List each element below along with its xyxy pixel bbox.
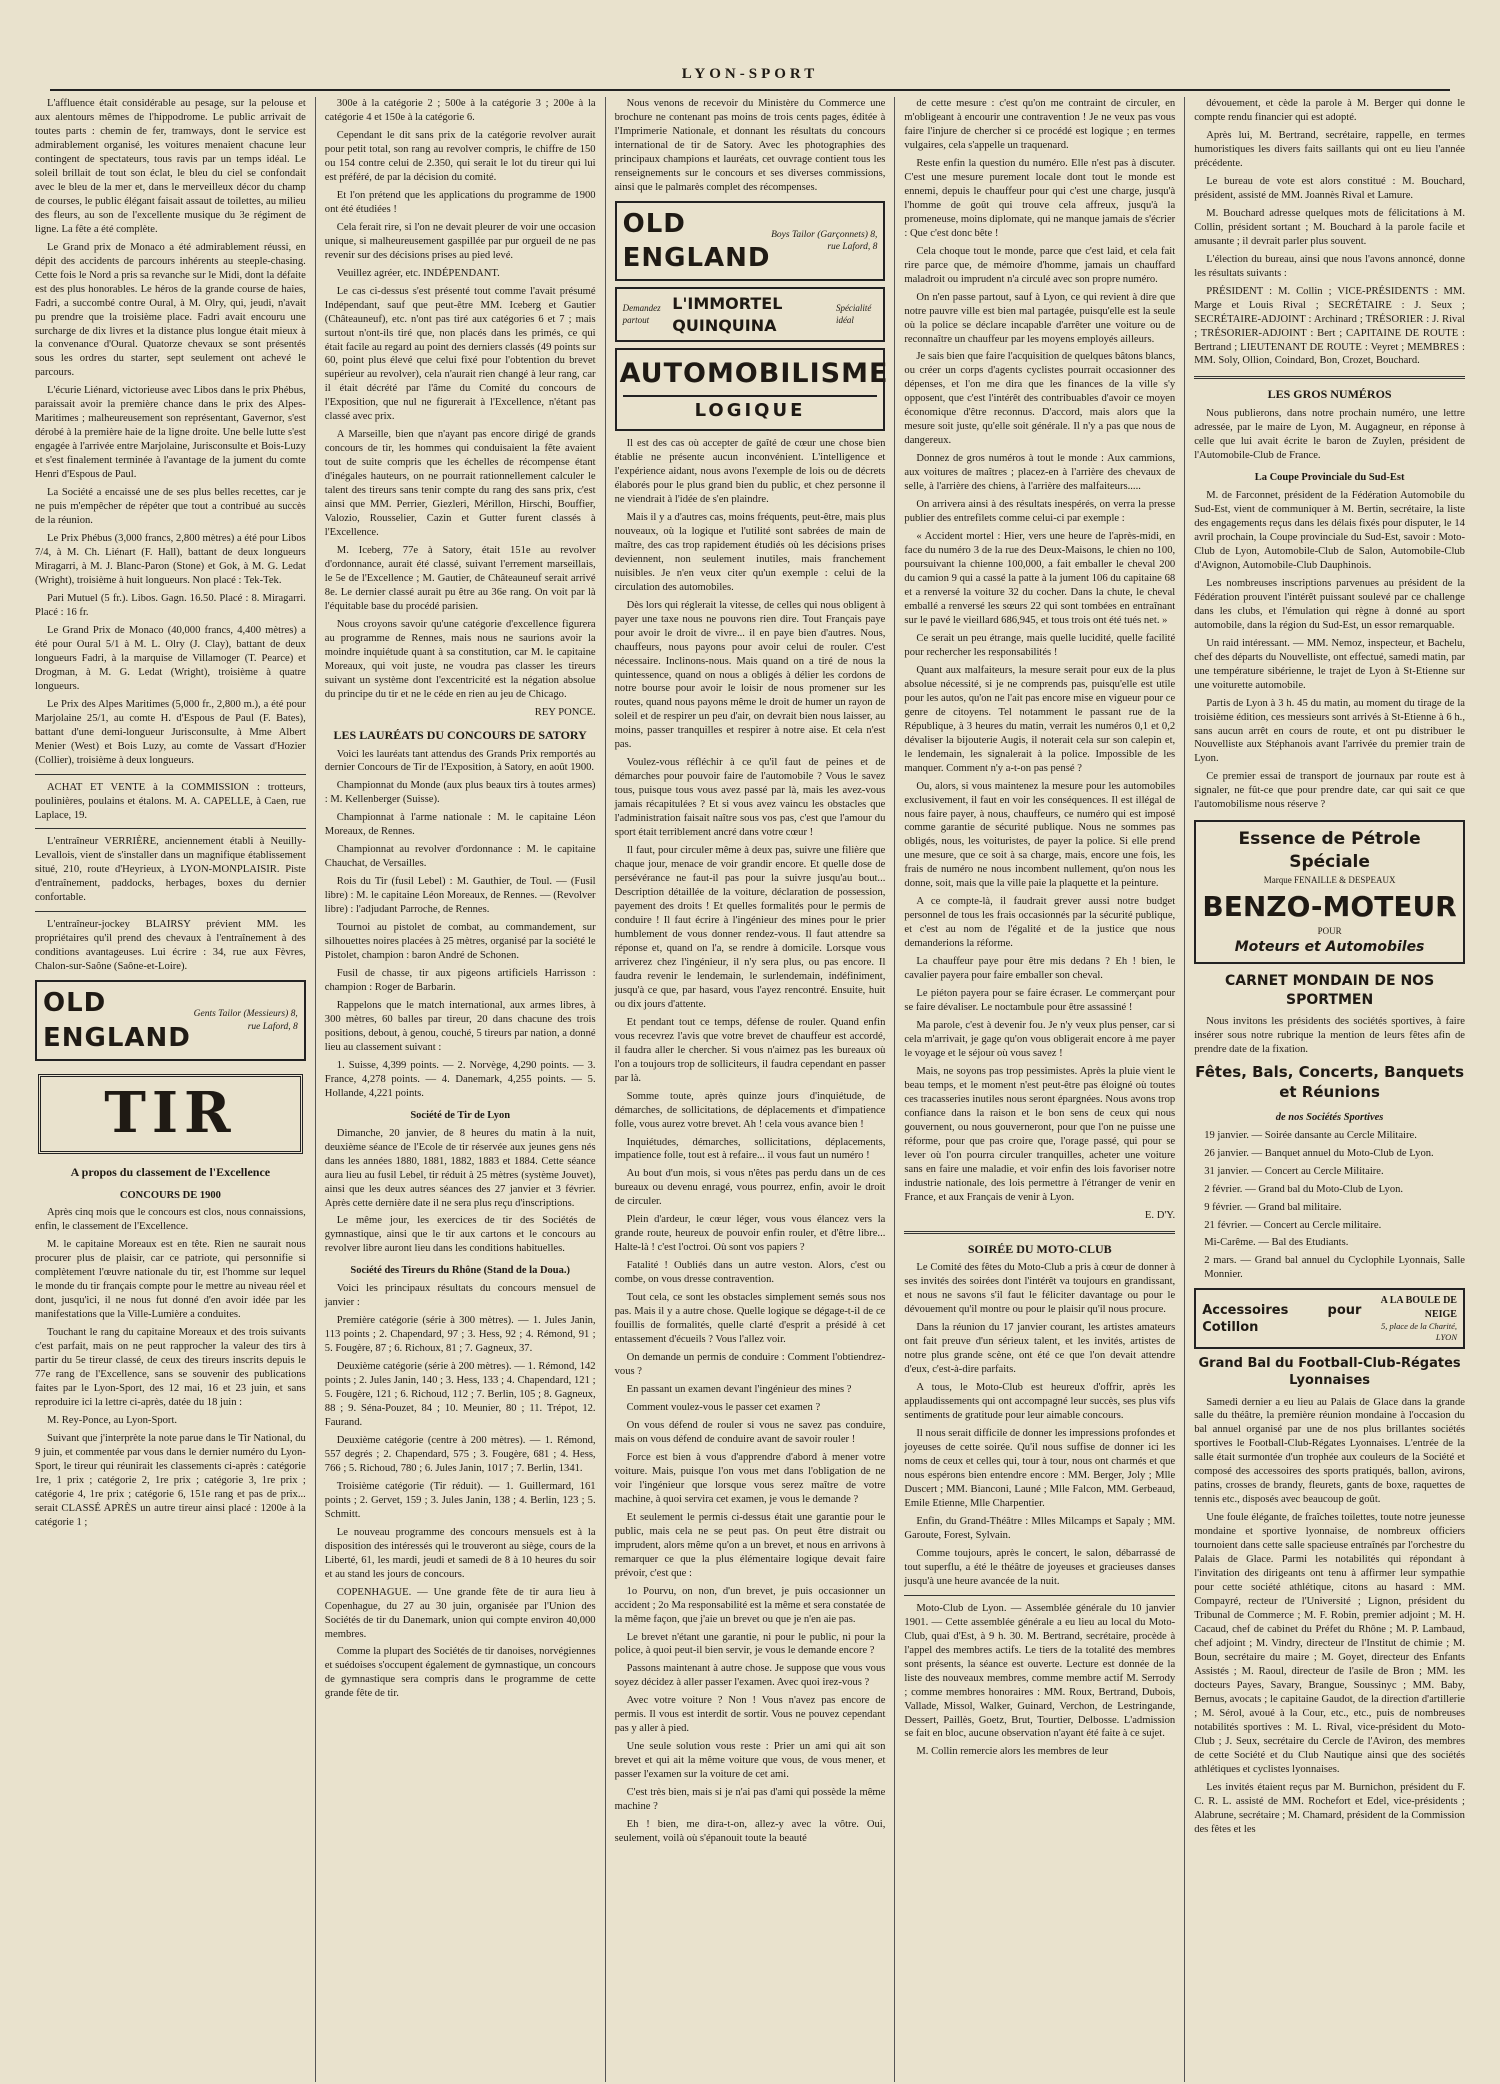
- paragraph: A Marseille, bien que n'ayant pas encore dirigé de grands concours de tir, les hommes qui conduisaient la fête avaient tout de suite compris que les échelles de récompense étant d'inégales hauteurs, on ne pourrait rationnellement calculer le talent des tireurs sans tenir compte du rang des sans prix, c'est ainsi que MM. Perrier, Giezleri, Mérillon, Hirschi, Bouffier, Valozio, Rousselier, Cazin et Gutter furent classés à l'Excellence.: [324, 429, 596, 539]
- paragraph: M. de Farconnet, président de la Fédération Automobile du Sud-Est, vient de communiquer à M. Bertin, secrétaire, la liste des engagements reçus dans les délais fixés pour disputer, le 14 avril prochain, la Coupe provinciale du Sud-Est, savoir : Moto-Club de Lyon, Automobile-Club de Salon, Automobile-Club d'Avignon, Automobile-Club Dauphinois.: [1194, 490, 1465, 571]
- event-item: 2 février. — Grand bal du Moto-Club de Lyon.: [1204, 1183, 1404, 1195]
- paragraph: Je sais bien que faire l'acquisition de quelques bâtons blancs, ou créer un corps d'agents cyclistes pourrait occasionner des dépenses, et l'on me dira que les finances de la ville s'y opposent, que c'est l'intérêt des contribuables d'avoir ce moyen économique d'être reconnus. D'accord, mais alors que la mesure soit juste, qu'elle soit générale. Il n'y a pas que nous de dangereux.: [904, 351, 1176, 447]
- paragraph: Veuillez agréer, etc. INDÉPENDANT.: [336, 267, 500, 279]
- paragraph: Un raid intéressant. — MM. Nemoz, inspecteur, et Bachelu, chef des départs du Nouvelliste, ont effectué, samedi matin, par une température sibérienne, le trajet de Lyon à St-Etienne sur une voiturette automobile.: [1194, 637, 1465, 691]
- paragraph: Samedi dernier a eu lieu au Palais de Glace dans la grande salle du théâtre, la première réunion mondaine à l'occasion du bal annuel organisé par une de nos plus brillantes sociétés sportives le Football-Club-Régates Lyonnaises. L'entrée de la salle était surmontée d'un trophée aux couleurs de la Société et composé des accessoires des sports pratiqués, ballon, avirons, patins, crosses de brandy, fleurets, gants de boxe, raquettes de tennis etc., disposés avec beaucoup de goût.: [1194, 1396, 1465, 1506]
- quinquina-ad: [615, 287, 886, 341]
- event-item: 21 février. — Concert au Cercle militaire.: [1204, 1219, 1382, 1231]
- paragraph: COPENHAGUE. — Une grande fête de tir aura lieu à Copenhague, du 27 au 30 juin, organisée par l'Union des Sociétés de tir du Danemark, union qui compte environ 40,000 membres.: [324, 1586, 596, 1640]
- paragraph: Comme la plupart des Sociétés de tir danoises, norvégiennes et suédoises s'occupent également de gymnastique, un concours de gymnastique sera compris dans le programme de cette grande fête de tir.: [324, 1646, 596, 1700]
- paragraph: En passant un examen devant l'ingénieur des mines ?: [626, 1384, 852, 1395]
- paragraph: M. Bouchard adresse quelques mots de félicitations à M. Collin, président sortant ; M. Bouchard à la parole facile et amusante ; il devrait parler plus souvent.: [1194, 207, 1465, 247]
- ad-address: 5, place de la Charité, LYON: [1380, 1320, 1457, 1342]
- paragraph: Nous publierons, dans notre prochain numéro, une lettre adressée, par le maire de Lyon, M. Augagneur, en réponse à celle que lui avait écrite le baron de Zuylen, président de l'Automobile-Club de France.: [1194, 408, 1465, 462]
- cotillon-ad: [1194, 1288, 1465, 1349]
- paragraph: On arrivera ainsi à des résultats inespérés, on verra la presse publier des entrefilets comme celui-ci par exemple :: [904, 499, 1176, 525]
- race-result: Le Prix des Alpes Maritimes (5,000 fr., 2,800 m.), a été pour Marjolaine 25/1, au comte H. d'Espous de Paul (F. Bates), battant d'une demi-longueur Jurisconsulte, à Mme Albert Menier (West) et Bois Luzy, au comte de Vassart d'Hozier (Collier), troisième à deux longueurs.: [35, 698, 306, 766]
- paragraph: M. Rey-Ponce, au Lyon-Sport.: [47, 1414, 178, 1426]
- paragraph: C'est très bien, mais si je n'ai pas d'ami qui possède la même machine ?: [614, 1787, 886, 1813]
- paragraph: Dès lors qui réglerait la vitesse, de celles qui nous obligent à payer une taxe nous ne pouvons rien dire. Tout Français paye pour avoir le droit de vivre... il en paye bien d'autres. Nous, chauffeurs, nous payons pour avoir celui de rouler. C'est nécessaire. Inclinons-nous. Mais quand on a tiré de nous la quintessence, quand on nous a obligés à délier les cordons de notre bourse pour avoir le loisir de nous promener sur les routes, quand nous payons même le droit de humer un rayon de soleil et de respirer un peu d'air, on devrait bien nous laisser, au moins, passer tranquilles et respirer à notre aise. Et cela n'est pas.: [614, 599, 886, 751]
- paragraph: Rois du Tir (fusil Lebel) : M. Gauthier, de Toul. — (Fusil libre) : M. le capitaine Léon Moreaux, de Rennes. — (Revolver libre) : l'adjudant Parroche, de Rennes.: [324, 876, 596, 916]
- classified-ad: L'entraîneur-jockey BLAIRSY prévient MM. les propriétaires qu'il prend des chevaux à l'entraînement à des conditions avantageuses. Lui écrire : 34, rue aux Fèvres, Chalon-sur-Saône (Saône-et-Loire).: [35, 919, 306, 973]
- paragraph: « Accident mortel : Hier, vers une heure de l'après-midi, en face du numéro 3 de la rue des Deux-Maisons, le chien no 100, poursuivant la chienne 100,000, a fait emballer le cheval 200 du camion 9 qui a cassé la patte à la jument 106 du capitaine 68 et a renversé la voiture 32 du cocher. Dans la chute, le cheval emballé a renversé les sœurs 22 qui sont tombées en entraînant sur le pavé le vieillard 686,945, et tous trois ont été tués net. »: [904, 531, 1176, 626]
- paragraph: Et l'on prétend que les applications du programme de 1900 ont été étudiées !: [324, 189, 596, 215]
- paragraph: A tous, le Moto-Club est heureux d'offrir, après les applaudissements qui ont accompagné leur succès, ses plus vifs sentiments de gratitude pour leur aimable concours.: [904, 1382, 1176, 1422]
- ad-line: Accessoires pour Cotillon: [1202, 1302, 1362, 1335]
- article-heading: LES GROS NUMÉROS: [1267, 387, 1392, 402]
- paragraph: 300e à la catégorie 2 ; 500e à la catégorie 3 ; 200e à la catégorie 4 et 150e à la catégorie 6.: [324, 98, 596, 123]
- paragraph: M. Iceberg, 77e à Satory, était 151e au revolver d'ordonnance, aurait été classé, suivant l'errement marseillais, le 5e de l'Excellence ; M. Gautier, de Châteauneuf serait arrivé 8e. Le dernier classé aurait pu être au 36e rang. On voit par là l'équitable base du procédé parisien.: [324, 545, 596, 612]
- paragraph: Après cinq mois que le concours est clos, nous connaissions, enfin, le classement de l'Excellence.: [35, 1207, 306, 1233]
- paragraph: PRÉSIDENT : M. Collin ; VICE-PRÉSIDENTS : MM. Marge et Louis Rival ; SECRÉTAIRE : J. Seux ; SECRÉTAIRE-ADJOINT : Archinard ; TRÉSORIER : J. Rival ; TRÉSORIER-ADJOINT : Bert ; CAPITAINE DE ROUTE : Bertrand ; LIEUTENANT DE ROUTE : Veyret ; MEMBRES : MM. Soly, Ollion, Coindard, Bon, Crozet, Bouchard.: [1194, 285, 1465, 367]
- paragraph: On demande un permis de conduire : Comment l'obtiendrez-vous ?: [614, 1352, 886, 1378]
- paragraph: Il nous serait difficile de donner les impressions profondes et joyeuses de cette soirée. Qu'il nous suffise de donner ici les noms de ceux et celles qui, tour à tour, nous ont charmés et que nous espérons bien entendre encore : MM. Berger, Joly ; Mlle Duscert ; MM. Bianconi, Launé ; Mlle Falcon, MM. Gerbeaud, Emile Etienne, Mlle Charpentier.: [904, 1428, 1176, 1509]
- paragraph: L'élection du bureau, ainsi que nous l'avons annoncé, donne les résultats suivants :: [1194, 253, 1465, 279]
- article-heading-logique: LOGIQUE: [623, 395, 878, 423]
- paragraph: Rappelons que le match international, aux armes libres, à 300 mètres, 60 balles par tireur, 20 dans chacune des trois positions, debout, à genou, couché, 5 tireurs par nation, a donné lieu au classement suivant :: [324, 1000, 596, 1053]
- paragraph: Championnat à l'arme nationale : M. le capitaine Léon Moreaux, de Rennes.: [324, 812, 596, 838]
- paragraph: Le piéton payera pour se faire écraser. Le commerçant pour se faire dévaliser. Le noctambule pour être assassiné !: [904, 988, 1176, 1014]
- paragraph: Comme toujours, après le concert, le salon, débarrassé de tout superflu, a été le théâtre de joyeuses et gracieuses danses jusqu'à une heure avancée de la nuit.: [904, 1547, 1176, 1587]
- column-2: [316, 97, 606, 2082]
- paragraph: M. le capitaine Moreaux est en tête. Rien ne saurait nous procurer plus de plaisir, car ce patriote, qui personnifie si complètement l'œuvre nationale du tir, est l'homme sur lequel le monde du tir français compte pour le mettre au niveau réel et dont, jusqu'ici, il ne nous fut donné d'en avoir idée par les manifestations que la Ville-Lumière a conduites.: [35, 1239, 306, 1321]
- paragraph: Les nombreuses inscriptions parvenues au président de la Fédération prouvent l'intérêt puissant soulevé par ce challenge dans les clubs, et l'émulation qui règne à donné au sport automobile, dans la région du Sud-Est, un essor remarquable.: [1194, 577, 1465, 631]
- paragraph: Il est des cas où accepter de gaîté de cœur une chose bien établie ne présente aucun inconvénient. L'intelligence et l'expérience aidant, nous avons l'exemple de lois ou de décrets élaborés pour le plus grand bien du public, et chez personne il ne viendrait à l'idée de s'en plaindre.: [614, 438, 886, 505]
- paragraph: Au bout d'un mois, si vous n'êtes pas perdu dans un de ces bureaux ou devenu enragé, vous pourrez, enfin, avoir le droit de circuler.: [614, 1168, 886, 1208]
- paragraph: Ma parole, c'est à devenir fou. Je n'y veux plus penser, car si cela m'arrivait, je gage qu'on vous obligerait encore à me payer le voyage et le séjour où vous savez !: [904, 1020, 1176, 1059]
- article-heading: Société des Tireurs du Rhône (Stand de la Doua.): [350, 1265, 571, 1277]
- benzo-moteur-ad: [1194, 820, 1465, 964]
- paragraph: Inquiétudes, démarches, sollicitations, déplacements, impatience folle, tout est à refaire... il vous faut un numéro !: [614, 1136, 886, 1162]
- event-item: 31 janvier. — Concert au Cercle Militaire.: [1204, 1165, 1384, 1177]
- paragraph: La chauffeur paye pour être mis dedans ? Eh ! bien, le cavalier payera pour faire emballer son cheval.: [904, 956, 1176, 982]
- event-item: 9 février. — Grand bal militaire.: [1204, 1201, 1342, 1213]
- article-heading: Grand Bal du Football-Club-Régates Lyonnaises: [1198, 1356, 1461, 1389]
- paragraph: M. Collin remercie alors les membres de leur: [916, 1746, 1109, 1758]
- classified-ad: L'entraîneur VERRIÈRE, anciennement établi à Neuilly-Levallois, vient de s'installer dans un magnifique établissement situé, 210, route d'Heyrieux, à LYON-MONPLAISIR. Piste d'entraînement, paddocks, herbages, boxes du dernier confortable.: [35, 836, 306, 904]
- paragraph: Deuxième catégorie (centre à 200 mètres). — 1. Rémond, 557 degrés ; 2. Chapendard, 575 ; 3. Fougère, 681 ; 4. Hess, 766 ; 5. Richoud, 780 ; 6. Jules Janin, 1017 ; 7. Berlin, 1341.: [324, 1434, 596, 1474]
- paragraph: Fusil de chasse, tir aux pigeons artificiels Harrisson : champion : Roger de Barbarin.: [324, 968, 596, 994]
- paragraph: Après lui, M. Bertrand, secrétaire, rappelle, en termes humoristiques les divers faits saillants qui ont eu lieu l'année précédente.: [1194, 129, 1465, 169]
- signature: E. D'Y.: [1144, 1209, 1176, 1221]
- automobilisme-banner: [615, 348, 889, 431]
- paragraph: Cela ferait rire, si l'on ne devait pleurer de voir une occasion unique, si malheureusement gaspillée par pur orgueil de ne pas revenir sur des décisions prises au pied levé.: [324, 221, 596, 261]
- divider: [904, 1595, 1175, 1596]
- paragraph: Avec votre voiture ? Non ! Vous n'avez pas encore de permis. Il vous est interdit de sortir. Vous ne pouvez cependant pas y aller à pied.: [614, 1695, 886, 1735]
- paragraph: Dans la réunion du 17 janvier courant, les artistes amateurs ont fait preuve d'un sérieux talent, et les invités, artistes de notre plus grande scène, ont été ce que l'on devait attendre d'eux, c'est-à-dire parfaits.: [904, 1322, 1176, 1376]
- paragraph: Fatalité ! Oubliés dans un autre veston. Alors, c'est ou combe, on vous dresse contravention.: [614, 1260, 886, 1286]
- paragraph: Cependant le dit sans prix de la catégorie revolver aurait pour petit total, son rang au revolver compris, le chiffre de 150 ou 154 contre celui de 2.350, qui serait le lot du tireur qui lui est préféré, de par la décision du comité.: [324, 129, 596, 183]
- paragraph: Voici les lauréats tant attendus des Grands Prix remportés au dernier Concours de Tir de l'Exposition, à Satory, en août 1900.: [324, 748, 596, 774]
- paragraph: Le nouveau programme des concours mensuels est à la disposition des intéressés qui le trouveront au siège, cours de la Liberté, 61, les mardi, jeudi et samedi de 8 à 10 heures du soir et au stand les jours de concours.: [324, 1526, 596, 1580]
- paragraph: Nous croyons savoir qu'une catégorie d'excellence figurera au programme de Rennes, mais nous ne saurions avoir la moindre inquiétude quant à sa constitution, car M. le capitaine Moreaux, qui voit juste, ne voudra pas classer les tireurs suivant un système dont l'excentricité est la négation absolue du principe du tir et ne le céde en rien au jeu de Chicago.: [324, 618, 596, 700]
- old-england-ad: [35, 980, 306, 1061]
- paragraph: Ou, alors, si vous maintenez la mesure pour les automobiles exclusivement, il faut en voir les conséquences. Il est illégal de nous faire payer, à nous, chauffeurs, ce numéro qui est imposé comme garantie de sécurité publique. Nous ne sommes pas obligés, nous, les voituristes, de payer la police. Si elle prend une mesure, que ce soit à sa charge, mais, encore une fois, les frais de numéro ne nous incombent nullement, qu'on nous les donne, soit, mais que la ville paie la plaquette et la peinture.: [904, 780, 1176, 890]
- signature: REY PONCE.: [534, 706, 596, 718]
- ad-brand: BENZO-MOTEUR: [1202, 890, 1457, 924]
- section-title-carnet: CARNET MONDAIN DE NOS SPORTMEN: [1225, 973, 1435, 1008]
- event-item: 26 janvier. — Banquet annuel du Moto-Club de Lyon.: [1204, 1147, 1434, 1159]
- paragraph: Dimanche, 20 janvier, de 8 heures du matin à la nuit, deuxième séance de l'Ecole de tir réservée aux jeunes gens nés dans les années 1880, 1881, 1882, 1883 et 1884. Cette séance aura lieu au fusil Lebel, tir réduit à 25 mètres (système Jouvet), ainsi que les deux autres séances des 27 janvier et 3 février. Après cette dernière date il ne sera plus reçu d'inscriptions.: [324, 1127, 596, 1209]
- divider: [904, 1231, 1175, 1234]
- paragraph: de cette mesure : c'est qu'on me contraint de circuler, en m'obligeant à encourir une contravention ! Je ne veux pas vous faire l'injure de chercher si ce procédé est logique ; en termes vulgaires, cela s'appelle un traquenard.: [904, 98, 1176, 151]
- ad-brand: A LA BOULE DE NEIGE: [1380, 1295, 1457, 1320]
- article-heading: SOIRÉE DU MOTO-CLUB: [967, 1241, 1112, 1256]
- paragraph: Les invités étaient reçus par M. Burnichon, président du F. C. R. L. assisté de MM. Rochefort et Edel, vice-présidents ; Alabrune, secrétaire ; M. Chamard, président de la Commission des fêtes et les: [1194, 1781, 1465, 1835]
- paragraph: Partis de Lyon à 3 h. 45 du matin, au moment du tirage de la troisième édition, ces messieurs sont arrivés à St-Etienne à 6 h., sans aucun arrêt en cours de route, et ont pu distribuer le Nouvelliste aux Stéphanois avant l'arrivée du premier train de Lyon.: [1194, 697, 1465, 765]
- paragraph: Troisième catégorie (Tir réduit). — 1. Guillermard, 161 points ; 2. Gervet, 159 ; 3. Jules Janin, 138 ; 4. Berlin, 123 ; 5. Schmitt.: [324, 1480, 596, 1520]
- paragraph: dévouement, et cède la parole à M. Berger qui donne le compte rendu financier qui est adopté.: [1194, 98, 1465, 123]
- article-subheading: CONCOURS DE 1900: [119, 1189, 221, 1201]
- ad-brand: OLD ENGLAND: [43, 988, 191, 1053]
- paragraph: Passons maintenant à autre chose. Je suppose que vous vous soyez décidez à aller passer l'examen. Avec quoi irez-vous ?: [614, 1663, 886, 1689]
- paragraph: Et seulement le permis ci-dessus était une garantie pour le public, mais cela ne se peut pas. On peut être distrait ou imprudent, alors même qu'on a un brevet, et nous en arrivons à remarquer ce que la plus élémentaire logique devait faire prévoir, c'est que :: [614, 1511, 886, 1579]
- paragraph: Deuxième catégorie (série à 200 mètres). — 1. Rémond, 142 points ; 2. Jules Janin, 140 ; 3. Hess, 133 ; 4. Chapendard, 121 ; 5. Fougère, 121 ; 6. Richoud, 112 ; 7. Berlin, 105 ; 8. Gagneux, 88 ; 9. Séna-Pouzet, 84 ; 10. Meunier, 80 ; 11. Trépot, 12. Faurand.: [324, 1361, 596, 1428]
- article-heading: Société de Tir de Lyon: [410, 1109, 511, 1121]
- paragraph: Donnez de gros numéros à tout le monde : Aux cammions, aux voitures de maîtres ; placez-en à l'arrière des chevaux de selle, à l'arrière des chiens, à l'arrière des malfaiteurs.....: [904, 453, 1176, 493]
- race-result: Le Prix Phébus (3,000 francs, 2,800 mètres) a été pour Libos 7/4, à M. Ch. Liénart (F. Hall), battant de deux longueurs Miragarri, à M. J. Blanc-Paron (Stone) et Gok, à M. G. Ledat (Wright), troisième à huit longueurs. Non placé : Tek-Tek.: [35, 533, 306, 586]
- ad-line: Essence de Pétrole Spéciale: [1238, 829, 1421, 872]
- paragraph: Tout cela, ce sont les obstacles simplement semés sous nos pas. Mais il y a autre chose. Quelle logique se dégage-t-il de ce fouillis de formalités, quelle clarté d'esprit a présidé à cet entassement d'écueils ? Vous l'allez voir.: [614, 1292, 886, 1346]
- paragraph: Voulez-vous réfléchir à ce qu'il faut de peines et de démarches pour pouvoir faire de l'automobile ? Vous le savez tous, puisque tous vous avez passé par là, mais les avez-vous jamais récapitulées ? Et si vous avez vaincu les obstacles que l'administration faisait naître sous vos pas, c'est que l'amour du sport était terriblement ancré dans votre cœur !: [614, 757, 886, 839]
- divider: [35, 828, 306, 829]
- columns: [26, 97, 1474, 2082]
- paragraph: A ce compte-là, il faudrait grever aussi notre budget personnel de tous les frais occasionnés par la sécurité publique, et c'est au nom de l'égalité et de la justice que nous demanderions la réforme.: [904, 896, 1176, 950]
- ad-tagline: Spécialité idéal: [835, 302, 872, 325]
- paragraph: Le Comité des fêtes du Moto-Club a pris à cœur de donner à ses invités des soirées dont l'intérêt va toujours en grandissant, et nous ne savons s'il faut le féliciter davantage ou pour le dévouement qu'il montre ou pour le plaisir qu'il nous procure.: [904, 1262, 1176, 1316]
- masthead: LYON-SPORT: [50, 20, 1450, 91]
- paragraph: Somme toute, après quinze jours d'inquiétude, de démarches, de sollicitations, de déplacements et d'impatience folle, vous aurez votre brevet. Ah ! cela vous avance bien !: [614, 1090, 886, 1130]
- ad-brand: L'IMMORTEL QUINQUINA: [672, 294, 783, 335]
- event-item: Mi-Carême. — Bal des Etudiants.: [1204, 1237, 1349, 1249]
- paragraph: Mais il y a d'autres cas, moins fréquents, peut-être, mais plus nouveaux, où la logique et l'utilité sont sabrées de main de maître, des cas trop rapidement étudiés où les décisions prises deviennent, non seulement inutiles, mais franchement nuisibles. Je n'en veux citer qu'un exemple : celui de la circulation des automobiles.: [614, 511, 886, 593]
- old-england-ad: [615, 201, 886, 282]
- paragraph: On vous défend de rouler si vous ne savez pas conduire, mais on vous défend de conduire avant de savoir rouler !: [614, 1419, 886, 1445]
- paragraph: Comment voulez-vous le passer cet examen ?: [626, 1401, 821, 1413]
- section-title-tir: TIR: [35, 1071, 306, 1157]
- event-item: 2 mars. — Grand bal annuel du Cyclophile Lyonnais, Salle Monnier.: [1204, 1255, 1465, 1281]
- ad-line: POUR: [1317, 926, 1342, 937]
- article-heading: La Coupe Provinciale du Sud-Est: [1254, 472, 1405, 484]
- paragraph: Reste enfin la question du numéro. Elle n'est pas à discuter. C'est une mesure purement locale dont tout le monde est ennemi, depuis le chauffeur pour qui c'est une charge, jusqu'à l'homme de goût qui trouve cela affreux, jusqu'à la promeneuse, moins diplomate, qui ne manque jamais de s'écrier : Que c'est donc bête !: [904, 157, 1176, 239]
- column-1: [26, 97, 316, 2082]
- paragraph: Moto-Club de Lyon. — Assemblée générale du 10 janvier 1901. — Cette assemblée générale a eu lieu au local du Moto-Club, quai d'Est, à 9 h. 30. M. Bertrand, secrétaire, procède à l'appel des membres actifs. Le tiers de la totalité des membres sont présents, la séance est ouverte. Lecture est donnée de la liste des nouveaux membres, comme membre actif M. Serrody ; comme membres honoraires : MM. Roux, Bertrand, Dubois, Vallade, Missol, Walker, Guinard, Verchon, de Lestringande, Dessert, Paillès, Goetz, Brut, Tourtier, Delbosse. L'admission se fait en bloc, aucune observation n'ayant été faite à ce sujet.: [904, 1602, 1176, 1740]
- article-heading: LES LAURÉATS DU CONCOURS DE SATORY: [333, 727, 587, 742]
- paragraph: Le brevet n'étant une garantie, ni pour le public, ni pour la police, à quoi peut-il bien servir, je vous le demande encore ?: [614, 1631, 886, 1657]
- article-subheading: de nos Sociétés Sportives: [1275, 1111, 1384, 1123]
- ad-brand: OLD ENGLAND: [622, 208, 771, 274]
- event-item: 19 janvier. — Soirée dansante au Cercle Militaire.: [1204, 1129, 1417, 1141]
- paragraph: Enfin, du Grand-Théâtre : Mlles Milcamps et Sapaly ; MM. Garoute, Forest, Sylvain.: [904, 1515, 1176, 1541]
- paragraph: Une foule élégante, de fraîches toilettes, toute notre jeunesse mondaine et sportive lyonnaise, de nombreux officiers tournoient dans cette salle spacieuse entraînés par l'orchestre du Palais de Glace. Parmi les notabilités qui répondant à l'invitation des dirigeants ont tenu à affirmer leur sympathie pour cette société athlétique, citons au hasard : MM. Compayré, recteur de l'Université ; Lignon, président du Tribunal de Commerce ; M. F. Robin, premier adjoint ; M. H. Cacaud, chef de cabinet du Préfet du Rhône ; M. P. Lambaud, chef adjoint ; M. Vindry, directeur de l'Institut de chimie ; M. Boun, secrétaire du maire ; M. Goyet, directeur des Enfants Assistés ; M. Raoul, directeur de l'asile de Bron ; MM. les docteurs Payes, Savary, Brangue, Soussinyc ; MM. Baby, Bernus, avocats ; le capitaine Gaudot, de la direction d'artillerie ; M. Sérol, avoué à la Cour, etc., etc., puis de nombreuses notabilités sportives : M. L. Rival, vice-président du Moto-Club ; J. Seux, secrétaire du Cercle de l'Aviron, des membres de cette Société et du Club Nautique ainsi que des sociétés athlétiques et cyclistes lyonnaises.: [1194, 1512, 1465, 1775]
- ad-line: Marque FENAILLE & DESPEAUX: [1263, 875, 1396, 886]
- column-4: [895, 97, 1185, 2082]
- paragraph: Championnat au revolver d'ordonnance : M. le capitaine Chauchat, de Versailles.: [324, 844, 596, 870]
- paragraph: Plein d'ardeur, le cœur léger, vous vous élancez vers la grande route, heureux de pouvoir enfin rouler, et d'être libre... Halte-là ! c'est l'octroi. Où sont vos papiers ?: [614, 1214, 886, 1254]
- race-result: Le Grand Prix de Monaco (40,000 francs, 4,400 mètres) a été pour Oural 5/1 à M. L. Olry (J. Clay), battant de deux longueurs Fadri, à la marquise de Villamoger (T. Pearce) et Drogman, à M. G. Ledat (Wright), troisième à quatre longueurs.: [35, 624, 306, 692]
- divider: [35, 774, 306, 775]
- divider: [35, 911, 306, 912]
- paragraph: Cela choque tout le monde, parce que c'est laid, et cela fait rire parce que, de mémoire d'homme, jamais un chauffard maladroit ou imprudent n'a circulé avec son propre numéro.: [904, 245, 1176, 285]
- paragraph: Mais, ne soyons pas trop pessimistes. Après la pluie vient le beau temps, et le moment n'est peut-être pas éloigné où toutes ces tracasseries inutiles nous seront épargnées. Nous avons trop confiance dans la raison et le bon sens de ceux qui nous gouvernent, ou nous gouverneront, pour que l'on ne puisse une réforme, pour que pas croire que, l'orage passé, qui pour se lever où l'on pourra circuler tranquilles, acheter une voiture sans en faire une maladie, et voir enfin des lois favoriser notre industrie nationale, des lois permettre à l'étranger de venir en France, et aux Français de venir à Lyon.: [904, 1065, 1176, 1203]
- paragraph: 1o Pourvu, on non, d'un brevet, je puis occasionner un accident ; 2o Ma responsabilité est la même et sera constatée de la même façon, que j'aie un brevet ou que je n'en aie pas.: [614, 1585, 886, 1625]
- paragraph: On n'en passe partout, sauf à Lyon, ce qui revient à dire que notre pauvre ville est bien mal partagée, puisqu'elle est la seule où la police se déclare incapable d'arrêter une voiture ou de reconnaître un chauffeur par les moyens employés ailleurs.: [904, 291, 1176, 345]
- paragraph: Première catégorie (série à 300 mètres). — 1. Jules Janin, 113 points ; 2. Chapendard, 97 ; 3. Hess, 92 ; 4. Rémond, 91 ; 5. Fougère, 87 ; 6. Richoux, 81 ; 7. Gagneux, 37.: [324, 1315, 596, 1355]
- paragraph: Le même jour, les exercices de tir des Sociétés de gymnastique, ainsi que le tir aux cartons et le concours au revolver libre auront lieu dans les conditions habituelles.: [324, 1215, 596, 1255]
- article-heading: A propos du classement de l'Excellence: [70, 1164, 271, 1179]
- paragraph: Ce serait un peu étrange, mais quelle lucidité, quelle facilité pour rechercher les responsabilités !: [904, 632, 1176, 658]
- section-title-automobilisme: AUTOMOBILISME: [619, 357, 889, 389]
- paragraph: Championnat du Monde (aux plus beaux tirs à toutes armes) : M. Kellenberger (Suisse).: [324, 780, 596, 806]
- article-heading: Fêtes, Bals, Concerts, Banquets et Réunions: [1195, 1063, 1465, 1101]
- paragraph: 1. Suisse, 4,399 points. — 2. Norvège, 4,290 points. — 3. France, 4,278 points. — 4. Danemark, 4,255 points. — 5. Hollande, 4,221 points.: [324, 1059, 596, 1099]
- paragraph: L'écurie Liénard, victorieuse avec Libos dans le prix Phébus, paraissait avoir la première chance dans le prix des Alpes-Maritimes ; malheureusement son représentant, Gavernor, s'est dérobé à la première haie de la ligne droite. Une belle lutte s'est engagée à l'arrivée entre Marjolaine, Jurisconsulte et Bois-Luzy et s'est finalement terminée à l'avantage de la jument du comte Henri d'Espous de Paul.: [35, 385, 306, 481]
- paragraph: Le Grand prix de Monaco a été admirablement réussi, en dépit des accidents de parcours inhérents au steeple-chasing. Cette fois le Nord a pris sa revanche sur le Midi, dont la défaite est des plus honorables. Le héros de la grande course de haies, Fadri, a succombé contre Oural, à M. Olry, qui, jeudi, n'avait pu prendre que la troisième place. Fadri avait encouru une surcharge de dix livres et la distance plus longue était mieux à la convenance d'Oural. Quatorze chevaux se sont présentés sous les ordres du starter, sept seulement ont achevé le parcours.: [35, 241, 306, 379]
- paragraph: Tournoi au pistolet de combat, au commandement, sur silhouettes noires placées à 25 mètres, organisé par la société le Pistolet, champion : baron André de Schonen.: [324, 922, 596, 962]
- column-3: [606, 97, 896, 2082]
- ad-subtitle: Boys Tailor (Garçonnets) 8, rue Laford, 8: [771, 229, 878, 253]
- paragraph: Touchant le rang du capitaine Moreaux et des trois suivants c'est parfait, mais on ne peut rapprocher la valeur des tirs à partir du 5e tireur classé, de ceux des tireurs inscrits depuis le 77e rang de l'Excellence, sans se souvenir des publications faites par le Lyon-Sport, des 12 mai, 16 et 23 juin, et sans reproduire ici la lettre ci-après, datée du 18 juin :: [35, 1327, 306, 1408]
- paragraph: Voici les principaux résultats du concours mensuel de janvier :: [324, 1283, 596, 1309]
- paragraph: Une seule solution vous reste : Prier un ami qui ait son brevet et qui ait la même voiture que vous, de vous mener, et passer l'examen sur la voiture de cet ami.: [614, 1741, 886, 1781]
- race-result: Pari Mutuel (5 fr.). Libos. Gagn. 16.50. Placé : 8. Miragarri. Placé : 16 fr.: [35, 592, 306, 618]
- paragraph: Suivant que j'interprète la note parue dans le Tir National, du 9 juin, et commentée par vous dans le dernier numéro du Lyon-Sport, le tireur qui réunirait les classements ci-après : catégorie 1re, 1 prix ; catégorie 2, 1re prix ; catégorie 3, 1re prix ; catégorie 4, 1re prix ; catégorie 6, 151e rang et pas de prix... serait CLASSÉ APRÈS un autre tireur ainsi placé : 1200e à la catégorie 1 ;: [35, 1432, 306, 1528]
- paragraph: Ce premier essai de transport de journaux par route est à signaler, ne fût-ce que pour prendre date, car qui sait ce que l'automobilisme nous réserve ?: [1194, 771, 1465, 811]
- paragraph: Le bureau de vote est alors constitué : M. Bouchard, président, assisté de MM. Joannès Rival et Lamure.: [1194, 175, 1465, 201]
- divider: [1194, 376, 1465, 379]
- paragraph: Eh ! bien, me dira-t-on, allez-y avec la vôtre. Oui, seulement, voilà où s'épanouit toute la beauté: [614, 1819, 886, 1845]
- paragraph: Quant aux malfaiteurs, la mesure serait pour eux de la plus absolue nécessité, si je ne comprends pas, puisqu'elle est utile pour les autos, qu'on ne l'ait pas encore mise en vigueur pour ce genre de citoyens. Tel notamment le passant rue de la République, à 3 heures du matin, verrait les numéros 0,1 et 0,2 dévaliser la bijouterie Augis, il noterait cela sur son calepin et, le lendemain, les signalerait à la police. Impossible de les manquer. Comment n'y a-t-on pas pensé ?: [904, 664, 1176, 774]
- paragraph: Nous venons de recevoir du Ministère du Commerce une brochure ne contenant pas moins de trois cents pages, éditée à l'Imprimerie Nationale, et donnant les résultats du concours international de tir de Satory. Avec les photographies des principaux champions et lauréats, cet ouvrage contient tous les renseignements sur le concours et ses diverses commissions, ainsi que le palmarès complet des récompenses.: [614, 98, 886, 193]
- column-5: [1185, 97, 1474, 2082]
- paragraph: Force est bien à vous d'apprendre d'abord à mener votre voiture. Mais, puisque l'on vous met dans l'obligation de ne voir l'ingénieur que lorsque vous serez maître de votre machine, à quoi servira cet examen, je vous le demande ?: [614, 1451, 886, 1505]
- ad-subtitle: Gents Tailor (Messieurs) 8, rue Laford, 8: [193, 1008, 298, 1032]
- paragraph: La Société a encaissé une de ses plus belles recettes, car je ne puis m'empêcher de répéter que tout a contribué au succès de la réunion.: [35, 487, 306, 527]
- paragraph: L'affluence était considérable au pesage, sur la pelouse et aux alentours mêmes de l'hippodrome. Le public arrivait de toutes parts : chemin de fer, tramways, dont le service est admirablement organisé, les voitures menaient chacune leur contingent de spectateurs, tous ravis par un temps idéal. Le soleil brillait de tout son éclat, le bleu du ciel se confondait avec le bleu de la mer et, dans le merveilleux décor du champ de courses, le public élégant faisait assaut de toilettes, au milieu des fleurs, au son de l'excellente musique du 3e régiment de ligne. La fête a été complète.: [35, 98, 306, 235]
- paragraph: Il faut, pour circuler même à deux pas, suivre une filière que chaque jour, menace de voir grandir encore. Et quelle dose de persévérance ne faut-il pas pour la suivre jusqu'au bout... Description détaillée de la voiture, déclaration de possession, payement des droits ! Et quelles formalités pour le permis de conduire ! Il faut écrire à l'ingénieur des mines pour le prier humblement de vous donner rendez-vous. Il faut attendre sa réponse et, quand on l'a, se rendre à domicile. Lorsque vous arriverez chez l'ingénieur, il n'y sera plus, ou pas encore. Il faudra revenir le lendemain, le surlendemain, indéfiniment, jusqu'à ce que, par hasard, vous l'ayez rencontré. Ensuite, huit ou dix jours d'attente.: [614, 845, 886, 1010]
- classified-ad: ACHAT ET VENTE à la COMMISSION : trotteurs, poulinières, poulains et étalons. M. A. CAPELLE, à Caen, rue Laplace, 19.: [35, 781, 306, 821]
- ad-tagline: Demandez partout: [622, 302, 661, 325]
- paragraph: Nous invitons les présidents des sociétés sportives, à faire insérer sous notre rubrique la mention de leurs fêtes afin de prendre date de la fixation.: [1194, 1016, 1465, 1056]
- paragraph: Et pendant tout ce temps, défense de rouler. Quand enfin vous recevrez l'avis que votre brevet de chauffeur est accordé, il faudra aller le chercher. Si vous n'aimez pas les bureaux où l'on a toujours trop de solliciteurs, il faudra cependant en passer par là.: [614, 1016, 886, 1084]
- ad-line: Moteurs et Automobiles: [1234, 938, 1425, 955]
- paragraph: Le cas ci-dessus s'est présenté tout comme l'avait présumé Indépendant, sauf que peut-être MM. Iceberg et Gautier (Châteauneuf), etc. n'ont pas tiré aux catégories 6 et 7 ; mais surtout n'ont-ils tiré que, non placés dans les primés, ce qui était facile au regard au point des derniers classés (49 points sur 60, point plus élevé que celui fixé pour l'obtention du brevet supérieur au revolver), cela n'aurait rien changé à leur rang, car il était décrété par l'âme du Comité du concours de l'Exposition, que nul ne figurerait à l'Excellence, n'étant pas classé avec prix.: [324, 285, 596, 423]
